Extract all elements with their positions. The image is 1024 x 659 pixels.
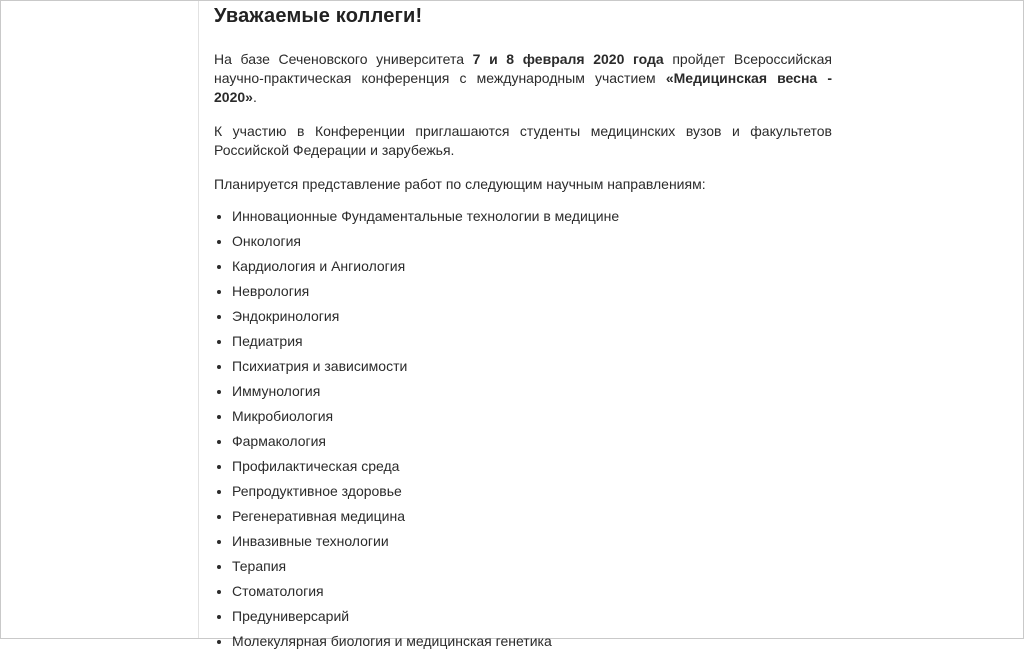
intro-dates-bold: 7 и 8 февраля 2020 года bbox=[472, 51, 664, 67]
list-item: • Кардиология и Ангиология bbox=[232, 259, 832, 274]
list-item: • Психиатрия и зависимости bbox=[232, 359, 832, 374]
list-item: • Репродуктивное здоровье bbox=[232, 484, 832, 499]
list-item: • Фармакология bbox=[232, 434, 832, 449]
page-title: Уважаемые коллеги! bbox=[214, 5, 423, 27]
intro-text-3: . bbox=[252, 89, 257, 105]
intro-text-2: пройдет Всероссийская научно-практическая конференция с международным участием bbox=[214, 51, 832, 86]
directions-list bbox=[214, 209, 832, 649]
list-item: • Предуниверсарий bbox=[232, 609, 832, 624]
intro-text-1: На базе Сеченовского университета bbox=[214, 51, 473, 67]
list-item: • Инновационные Фундаментальные технологии в медицине bbox=[232, 209, 832, 224]
list-item: • Онкология bbox=[232, 234, 832, 249]
list-item: • Педиатрия bbox=[232, 334, 832, 349]
left-divider bbox=[198, 1, 199, 638]
list-item: • Микробиология bbox=[232, 409, 832, 424]
intro-conference-name-bold: «Медицинская весна - 2020» bbox=[214, 70, 832, 105]
content-area bbox=[214, 5, 832, 659]
list-item: • Терапия bbox=[232, 559, 832, 574]
list-item: • Инвазивные технологии bbox=[232, 534, 832, 549]
list-item: • Регенеративная медицина bbox=[232, 509, 832, 524]
list-item: • Эндокринология bbox=[232, 309, 832, 324]
paragraph-participants: К участию в Конференции приглашаются студенты медицинских вузов и факультетов Российской Федерации и зарубежья. bbox=[214, 123, 832, 158]
list-item: • Неврология bbox=[232, 284, 832, 299]
list-item: • Иммунология bbox=[232, 384, 832, 399]
list-item: • Профилактическая среда bbox=[232, 459, 832, 474]
list-item: • Стоматология bbox=[232, 584, 832, 599]
list-item: • Молекулярная биология и медицинская генетика bbox=[232, 634, 832, 649]
paragraph-intro bbox=[214, 50, 832, 107]
paragraph-directions-intro: Планируется представление работ по следующим научным направлениям: bbox=[214, 176, 706, 192]
